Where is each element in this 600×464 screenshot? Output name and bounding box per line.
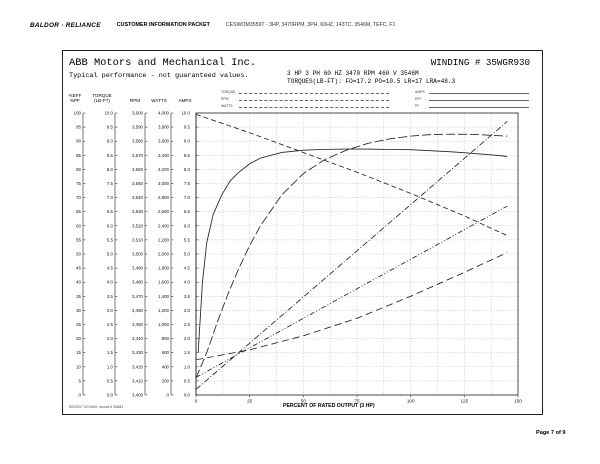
y-tick-label-eff_pf: 60 [76, 223, 81, 229]
series-line-pf [196, 134, 507, 378]
document-id: CESWOM3559T - 3HP, 3470RPM, 3PH, 60HZ, 143TC, 3546M, TEFC, F1 [225, 22, 396, 28]
y-tick-label-eff_pf: 45 [76, 265, 81, 271]
series-line-eff [198, 149, 507, 353]
y-tick-label-amps: 3.0 [183, 307, 190, 313]
y-tick-label-rpm: 3,590 [132, 124, 143, 130]
series-line-amps [196, 253, 507, 360]
y-tick-label-rpm: 3,490 [132, 265, 143, 271]
y-tick-label-torque: 8.5 [106, 152, 113, 158]
y-tick-label-rpm: 3,410 [132, 378, 143, 384]
y-tick-label-watts: 2,000 [158, 251, 169, 257]
x-tick-label: 50 [300, 398, 306, 404]
y-tick-label-eff_pf: 75 [76, 181, 81, 186]
brand-logo: BALDOR · RELIANCE [30, 21, 101, 29]
y-tick-label-torque: 3.0 [106, 307, 113, 313]
specs-line-2: TORQUES(LB-FT): FO=17.2 PO=10.5 LR=17 LRA=48.3 [287, 78, 456, 85]
y-tick-label-eff_pf: 35 [76, 293, 81, 299]
y-tick-label-watts: 3,200 [158, 166, 169, 172]
y-tick-label-eff_pf: 10 [76, 364, 81, 370]
y-tick-label-eff_pf: 70 [76, 195, 81, 201]
page-number: Page 7 of 9 [536, 430, 566, 436]
y-tick-label-eff_pf: 40 [76, 279, 81, 285]
y-tick-label-amps: 5.0 [183, 251, 190, 257]
y-tick-label-eff_pf: 90 [76, 138, 81, 144]
y-tick-label-torque: 7.0 [106, 195, 113, 201]
y-tick-label-amps: 0.0 [183, 392, 190, 398]
y-tick-label-rpm: 3,570 [132, 152, 143, 158]
y-tick-label-torque: 1.5 [106, 350, 113, 356]
y-tick-label-amps: 2.0 [183, 336, 190, 342]
y-tick-label-amps: 1.5 [183, 350, 190, 356]
y-tick-label-rpm: 3,530 [132, 209, 143, 215]
x-tick-label: 25 [247, 398, 253, 404]
y-tick-label-torque: 0.0 [106, 392, 113, 398]
y-tick-label-amps: 3.5 [183, 293, 190, 299]
specs-line-1: 3 HP 3 PH 60 HZ 3470 RPM 460 V 3546M [287, 70, 419, 77]
y-tick-label-watts: 2,800 [158, 195, 169, 201]
y-tick-label-rpm: 3,430 [132, 350, 143, 356]
y-tick-label-rpm: 3,440 [132, 336, 143, 342]
y-tick-label-amps: 9.0 [183, 138, 190, 144]
page-header [30, 18, 590, 32]
y-tick-label-eff_pf: 100 [73, 110, 81, 116]
company-name: ABB Motors and Mechanical Inc. [69, 57, 257, 69]
y-tick-label-rpm: 3,400 [132, 392, 143, 398]
y-tick-label-watts: 1,200 [158, 307, 169, 313]
x-tick-label: 75 [354, 398, 360, 404]
legend-rpm: RPM [221, 97, 229, 101]
y-tick-label-amps: 7.0 [183, 195, 190, 201]
y-tick-label-eff_pf: 0 [78, 392, 81, 398]
y-tick-label-watts: 1,600 [158, 279, 169, 285]
y-tick-label-eff_pf: 25 [76, 322, 81, 327]
y-tick-label-watts: 800 [161, 336, 169, 342]
legend-torque: TORQUE [221, 90, 236, 94]
y-tick-label-eff_pf: 30 [76, 307, 81, 313]
y-tick-label-amps: 4.5 [183, 265, 190, 271]
y-tick-label-rpm: 3,540 [132, 195, 143, 201]
y-tick-label-amps: 6.0 [183, 223, 190, 229]
y-tick-label-rpm: 3,480 [132, 279, 143, 285]
series-line-watts [196, 206, 507, 377]
y-tick-label-watts: 2,400 [158, 223, 169, 229]
y-tick-label-amps: 2.5 [183, 322, 190, 327]
y-tick-label-eff_pf: 50 [76, 251, 81, 257]
y-tick-label-eff_pf: 20 [76, 336, 81, 342]
y-tick-label-eff_pf: 65 [76, 209, 81, 215]
y-tick-label-amps: 10.0 [181, 110, 190, 116]
axis-head-amps: AMPS [178, 98, 192, 103]
y-tick-label-rpm: 3,500 [132, 251, 143, 257]
y-tick-label-eff_pf: 80 [76, 166, 81, 172]
y-tick-label-amps: 6.5 [183, 209, 190, 215]
y-tick-label-amps: 5.5 [183, 237, 190, 243]
performance-chart [63, 51, 542, 414]
y-tick-label-watts: 1,400 [158, 293, 169, 299]
y-tick-label-torque: 6.5 [106, 209, 113, 215]
y-tick-label-torque: 7.5 [106, 181, 113, 186]
y-tick-label-watts: 3,600 [158, 138, 169, 144]
x-axis-label: PERCENT OF RATED OUTPUT (3 HP) [283, 403, 375, 409]
y-tick-label-watts: 3,800 [158, 124, 169, 130]
y-tick-label-torque: 6.0 [106, 223, 113, 229]
y-tick-label-amps: 9.5 [183, 124, 190, 130]
y-tick-label-watts: 0 [166, 392, 169, 398]
y-tick-label-rpm: 3,550 [132, 181, 143, 186]
performance-sheet [62, 50, 543, 415]
y-tick-label-rpm: 3,450 [132, 322, 143, 327]
y-tick-label-amps: 7.5 [183, 181, 190, 186]
legend-watts: WATTS [221, 104, 233, 108]
y-tick-label-watts: 200 [161, 378, 169, 384]
y-tick-label-rpm: 3,420 [132, 364, 143, 370]
winding-number: WINDING # 35WGR930 [430, 57, 530, 68]
packet-title: CUSTOMER INFORMATION PACKET [116, 22, 210, 28]
y-tick-label-watts: 600 [161, 350, 169, 356]
series-line-rpm [196, 114, 507, 235]
y-tick-label-eff_pf: 55 [76, 237, 81, 243]
y-tick-label-torque: 2.5 [106, 322, 113, 327]
y-tick-label-watts: 3,000 [158, 181, 169, 186]
y-tick-label-torque: 1.0 [106, 364, 113, 370]
y-tick-label-torque: 2.0 [106, 336, 113, 342]
y-tick-label-amps: 4.0 [183, 279, 190, 285]
y-tick-label-watts: 3,400 [158, 152, 169, 158]
y-tick-label-rpm: 3,600 [132, 110, 143, 116]
y-tick-label-rpm: 3,470 [132, 293, 143, 299]
series-line-torque [196, 121, 507, 389]
y-tick-label-amps: 8.5 [183, 152, 190, 158]
y-tick-label-torque: 9.5 [106, 124, 113, 130]
y-tick-label-amps: 0.5 [183, 378, 190, 384]
y-tick-label-torque: 5.0 [106, 251, 113, 257]
y-tick-label-rpm: 3,560 [132, 166, 143, 172]
y-tick-label-rpm: 3,580 [132, 138, 143, 144]
y-tick-label-watts: 4,000 [158, 110, 169, 116]
y-tick-label-eff_pf: 5 [78, 378, 81, 384]
y-tick-label-rpm: 3,510 [132, 237, 143, 243]
x-tick-label: 150 [514, 398, 522, 404]
axis-head-eff-pf: %EFF %PF [68, 93, 82, 104]
typical-note: Typical performance - not guaranteed values. [69, 72, 249, 80]
y-tick-label-watts: 2,600 [158, 209, 169, 215]
y-tick-label-watts: 2,200 [158, 237, 169, 243]
y-tick-label-rpm: 3,520 [132, 223, 143, 229]
axis-head-torque: TORQUE (LB-FT) [92, 93, 112, 104]
legend-pf: PF [415, 104, 420, 108]
y-tick-label-torque: 5.5 [106, 237, 113, 243]
y-tick-label-eff_pf: 95 [76, 124, 81, 130]
y-tick-label-watts: 400 [161, 364, 169, 370]
y-tick-label-torque: 4.0 [106, 279, 113, 285]
y-tick-label-torque: 8.0 [106, 166, 113, 172]
y-tick-label-torque: 3.5 [106, 293, 113, 299]
y-tick-label-eff_pf: 85 [76, 152, 81, 158]
x-tick-label: 100 [406, 398, 415, 404]
record-note: 5/2/2017 0CX500, record # 33683 [69, 405, 124, 409]
axis-head-watts: WATTS [151, 98, 167, 103]
y-tick-label-eff_pf: 15 [76, 350, 81, 356]
x-tick-label: 125 [460, 398, 469, 404]
y-tick-label-amps: 8.0 [183, 166, 190, 172]
y-tick-label-watts: 1,800 [158, 265, 169, 271]
y-tick-label-torque: 4.5 [106, 265, 113, 271]
y-tick-label-torque: 0.5 [106, 378, 113, 384]
y-tick-label-amps: 1.0 [183, 364, 190, 370]
legend-eff: EFF [415, 97, 422, 101]
y-tick-label-rpm: 3,460 [132, 307, 143, 313]
y-tick-label-torque: 10.0 [104, 110, 113, 116]
axis-head-rpm: RPM [129, 98, 141, 103]
y-tick-label-torque: 9.0 [106, 138, 113, 144]
x-tick-label: 0 [194, 398, 198, 404]
y-tick-label-watts: 1,000 [158, 322, 169, 327]
legend-amps: AMPS [415, 90, 425, 94]
